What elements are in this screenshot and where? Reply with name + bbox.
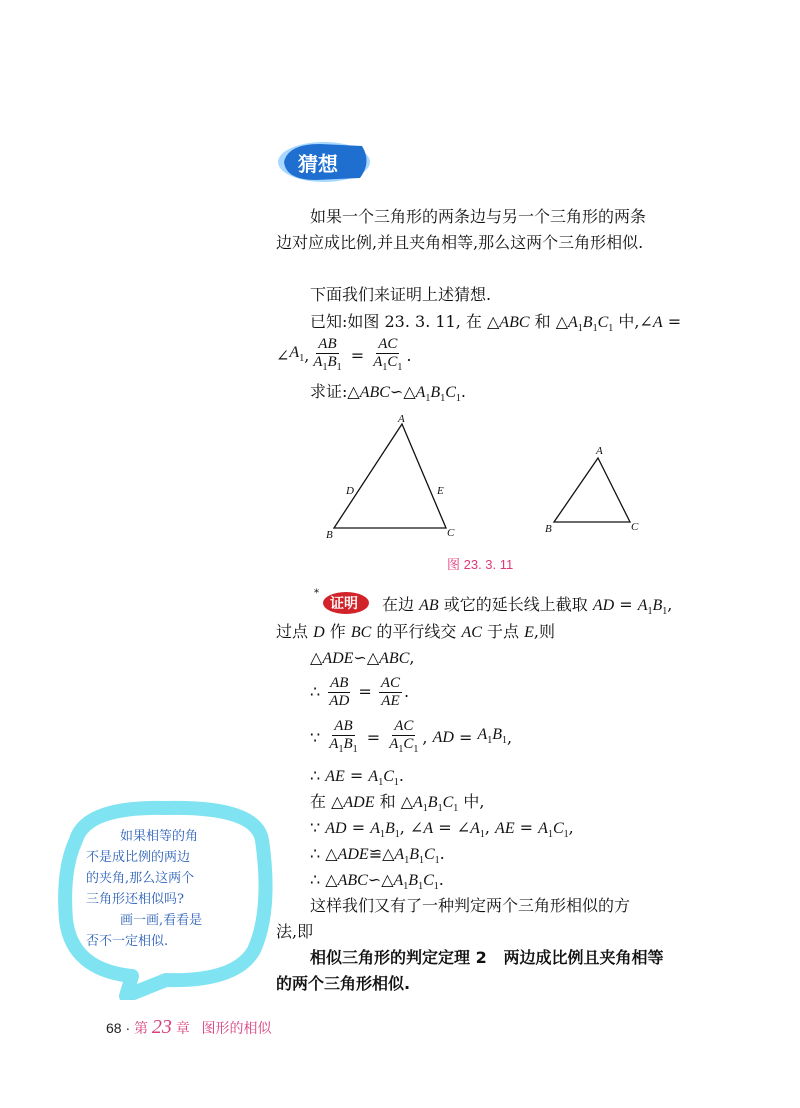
proof-line-4: ∴ $\frac{AB}{AD}$ = $\frac{AC}{AE}$ . [310,674,410,709]
conclusion-line-2: 法,即 [276,922,314,941]
figure-triangles [320,410,660,540]
label-c-right: C [631,521,639,533]
conclusion-line-1: 这样我们又有了一种判定两个三角形相似的方 [310,896,631,915]
page-number: 68 [106,1020,122,1036]
proof-line-8: ∵ AD = $A_1B_1$, ∠A = $\angle A_1$, AE = $A_1C_1$, [310,818,574,841]
label-b-right: B [545,523,552,535]
proof-line-6: ∴ AE = $A_1C_1$. [310,766,404,789]
label-e-left: E [437,485,444,497]
label-a-left: A [398,413,405,425]
proof-badge-label: 证明 [330,596,358,612]
section-header-label: 猜想 [298,152,338,176]
theorem-body-1: 两边成比例且夹角相等 [503,948,664,967]
page-footer: 68 · 第 23 章 图形的相似 [106,1016,272,1038]
proof-line-1: 在边 AB 或它的延长线上截取 AD = $A_1B_1$, [382,595,673,618]
prove-line: 求证$:\triangle ABC∽\triangle A_1B_1C_1$. [310,382,466,405]
chapter-label: 第 23 章 [134,1016,190,1038]
proof-badge [322,591,370,615]
proof-lead: 下面我们来证明上述猜想. [310,285,492,304]
bubble-line-1: 如果相等的角 [120,829,199,844]
bubble-line-6: 否不一定相似. [86,934,169,949]
theorem-line-1 [310,946,663,970]
proof-line-2: 过点 D 作 BC 的平行线交 AC 于点 E,则 [276,622,555,641]
chapter-title: 图形的相似 [201,1020,272,1036]
proof-line-9: ∴ $\triangle ADE≌\triangle A_1B_1C_1$. [310,844,445,867]
intro-line-1: 如果一个三角形的两条边与另一个三角形的两条 [310,207,647,226]
proof-line-10: ∴ $\triangle ABC∽\triangle A_1B_1C_1$. [310,870,444,893]
bubble-line-4: 三角形还相似吗? [86,892,184,907]
label-d-left: D [346,485,354,497]
proof-line-7: 在 △ADE 和 $\triangle A_1B_1C_1$ 中, [310,792,485,815]
ratio-ac-a1c1: $\frac{AC}{A_1C_1}$ [373,336,403,373]
label-a-right: A [596,445,603,457]
optional-star: * [314,588,319,599]
bubble-line-3: 的夹角,那么这两个 [86,871,195,886]
label-c-left: C [447,527,455,539]
ratio-ab-a1b1: $\frac{AB}{A_1B_1}$ [313,336,342,373]
given-ratio-line: ∠ $A_1$ , $\frac{AB}{A_1B_1}$ = $\frac{AC}{A_1C_1}$ . [276,336,411,376]
proof-line-3: △ADE∽△ABC, [310,648,415,667]
bubble-line-2: 不是成比例的两边 [86,850,191,865]
theorem-line-2: 的两个三角形相似. [276,974,411,993]
given-line: 已知:如图 23. 3. 11, 在 △ABC 和 $\triangle A_1B_1C_1$ 中,∠A = [310,312,682,335]
right-triangle [554,458,630,522]
figure-caption: 图 23. 3. 11 [447,557,514,572]
bubble-line-5: 画一画,看看是 [120,913,203,928]
label-b-left: B [326,529,333,540]
theorem-title: 相似三角形的判定定理 2 [310,948,487,967]
section-header-badge [276,140,372,184]
proof-line-5: ∵ $\frac{AB}{A_1B_1}$ = $\frac{AC}{A_1C_1}$ , AD = $A_1B_1$ , [310,718,513,755]
intro-line-2: 边对应成比例,并且夹角相等,那么这两个三角形相似. [276,233,644,252]
left-triangle [334,424,446,528]
